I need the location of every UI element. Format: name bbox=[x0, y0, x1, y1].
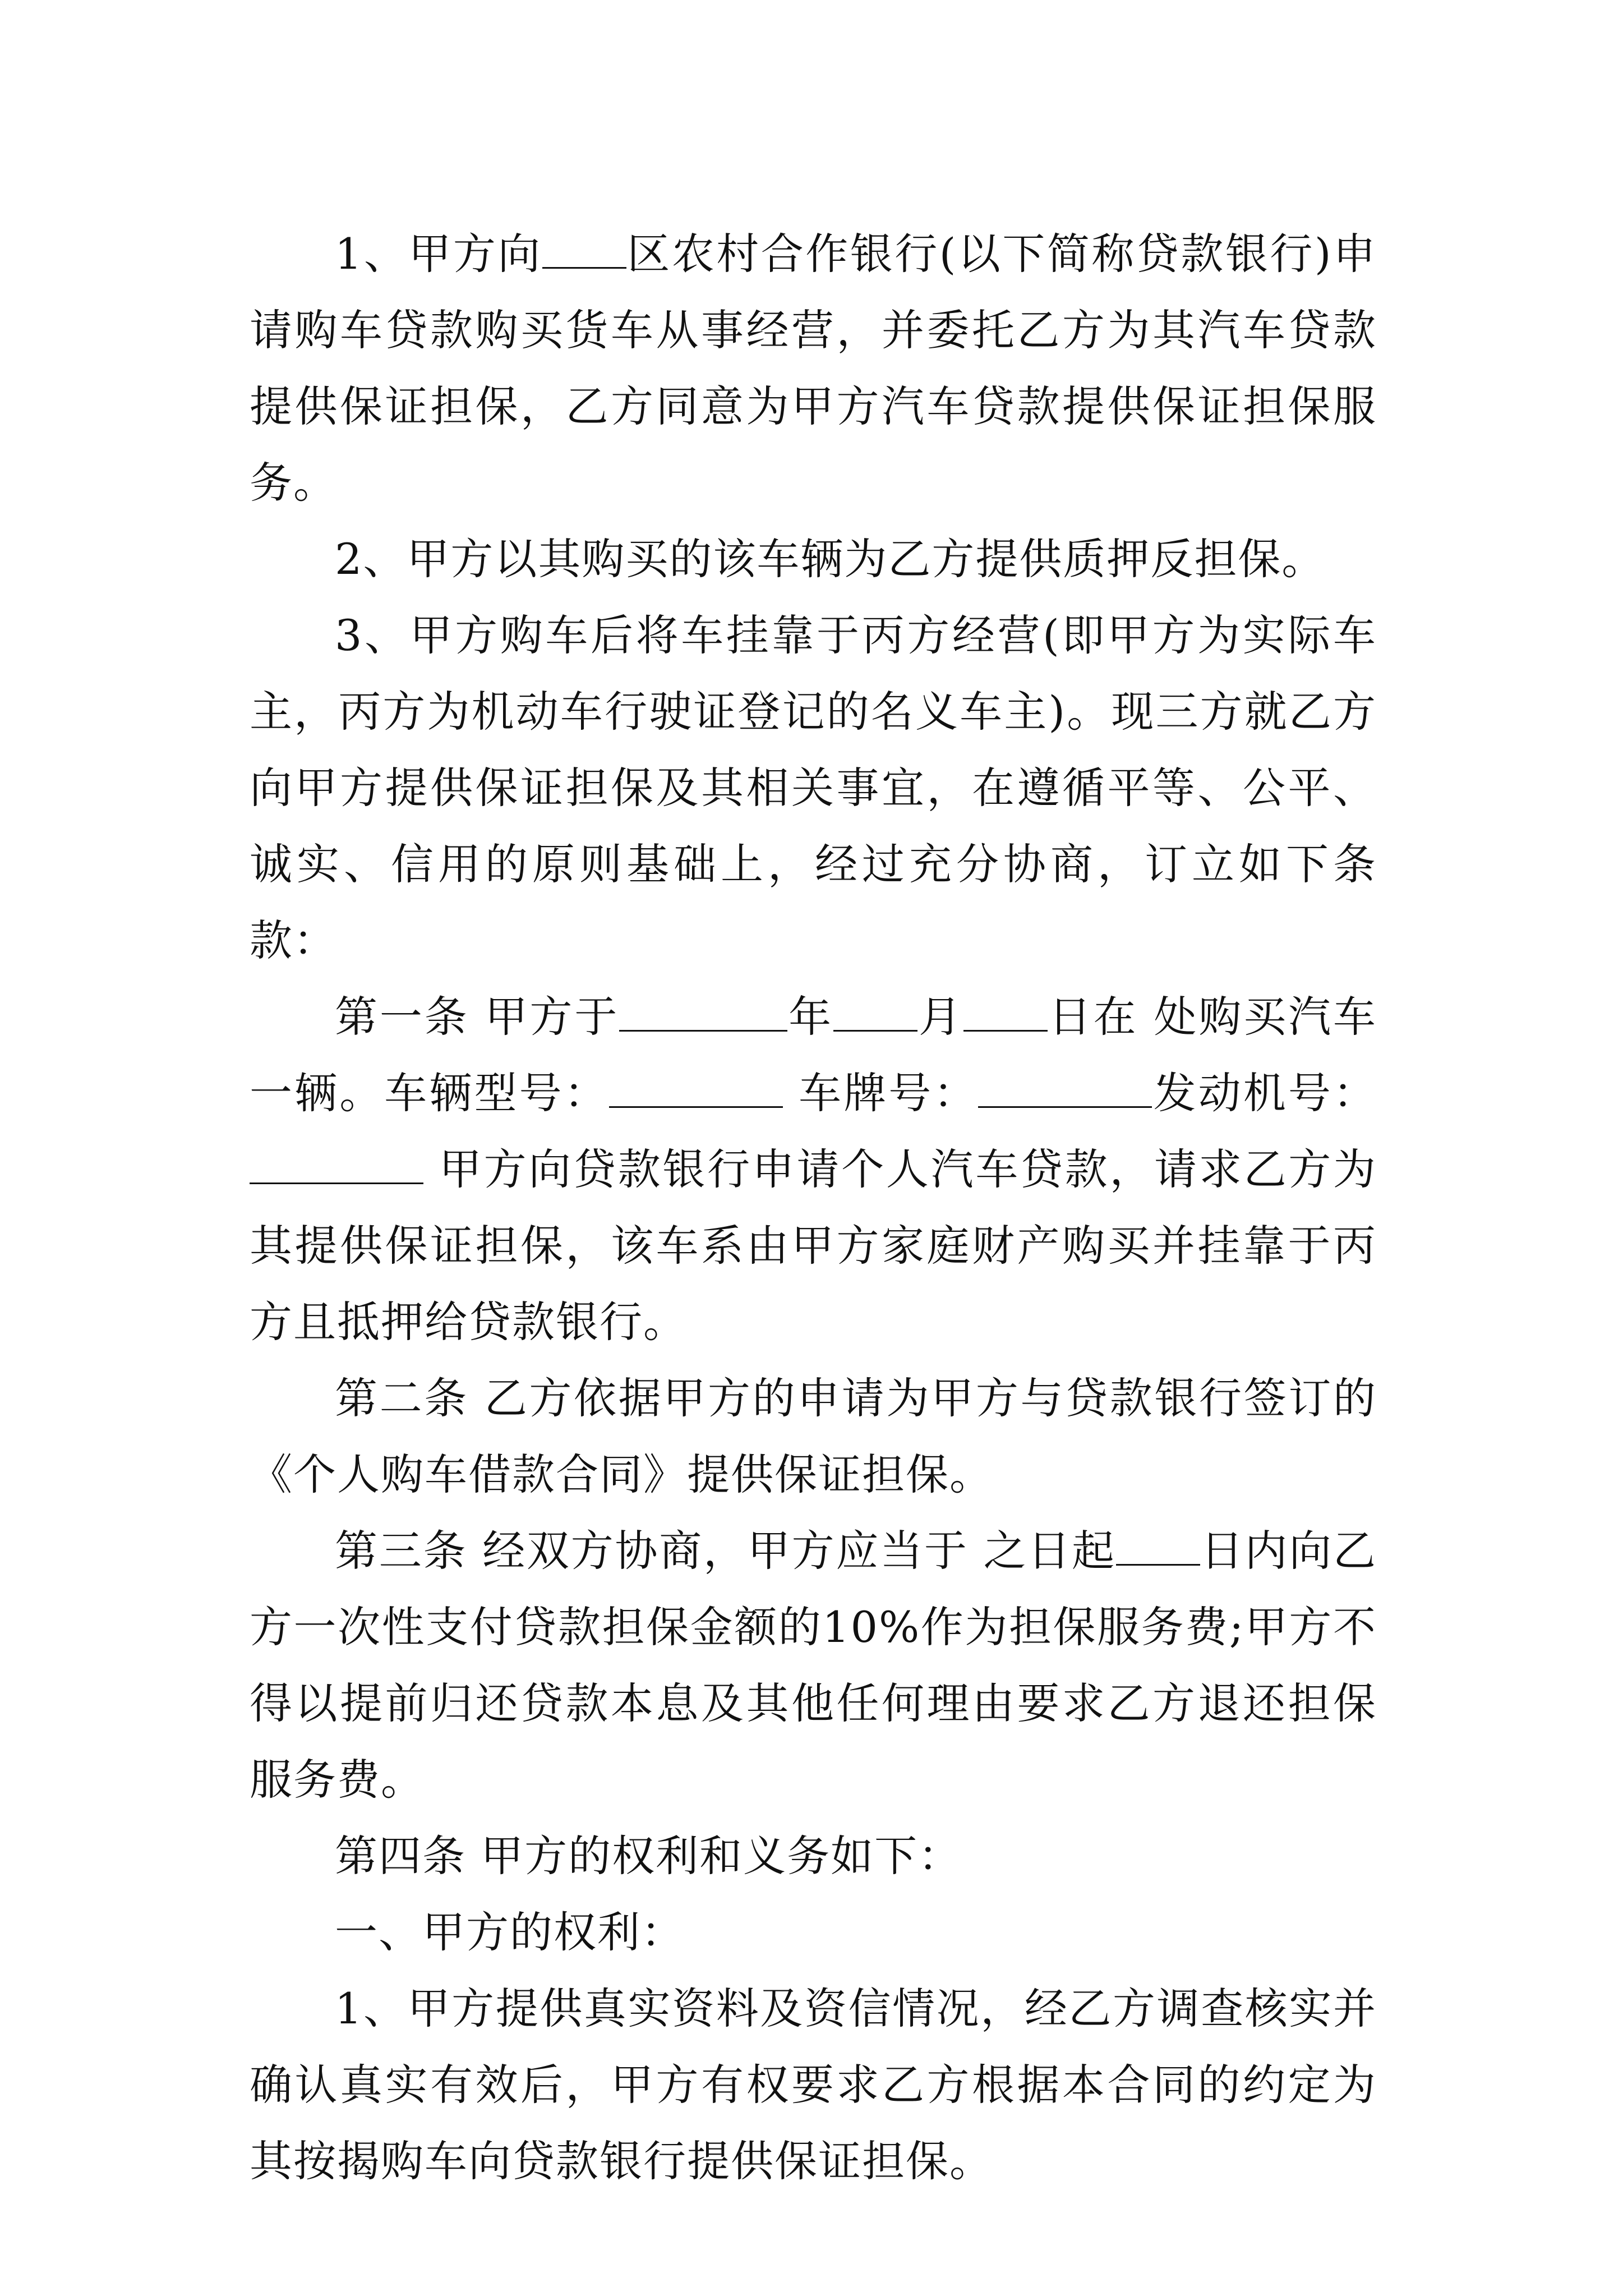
article-3-text-b: 日内向乙方一次性支付贷款担保金额的10%作为担保服务费;甲方不得以提前归还贷款本息及其他任何理由要求乙方退还担保服务费。 bbox=[250, 1526, 1377, 1805]
rights-item-1: 1、甲方提供真实资料及资信情况，经乙方调查核实并确认真实有效后，甲方有权要求乙方根据本合同的约定为其按揭购车向贷款银行提供保证担保。 bbox=[250, 1984, 1377, 2186]
blank-plate-number bbox=[978, 1068, 1152, 1108]
paragraph-1-text-b: 区农村合作银行(以下简称贷款银行)申请购车贷款购买货车从事经营，并委托乙方为其汽车贷款提供保证担保，乙方同意为甲方汽车贷款提供保证担保服务。 bbox=[250, 229, 1377, 508]
article-1-text-e: 车牌号： bbox=[782, 1068, 979, 1118]
article-1-text-year: 年 bbox=[787, 992, 834, 1042]
article-1 bbox=[250, 979, 1377, 1360]
article-2: 第二条 乙方依据甲方的申请为甲方与贷款银行签订的《个人购车借款合同》提供保证担保。 bbox=[250, 1373, 1377, 1499]
blank-year bbox=[619, 992, 787, 1032]
article-4: 第四条 甲方的权利和义务如下： bbox=[335, 1831, 962, 1881]
blank-district bbox=[542, 229, 626, 269]
paragraph-1 bbox=[250, 216, 1377, 521]
article-3-text-a: 第三条 经双方协商，甲方应当于 之日起 bbox=[335, 1526, 1116, 1576]
article-1-text-a: 第一条 甲方于 bbox=[335, 992, 620, 1042]
article-1-text-d: 日在 处购买汽车一辆。车辆型号： bbox=[250, 992, 1377, 1118]
blank-day bbox=[963, 992, 1048, 1032]
paragraph-2: 2、甲方以其购买的该车辆为乙方提供质押反担保。 bbox=[335, 534, 1326, 584]
section-rights-heading: 一、甲方的权利： bbox=[335, 1907, 685, 1957]
blank-engine-number bbox=[250, 1144, 423, 1184]
article-1-text-month: 月 bbox=[917, 992, 963, 1042]
article-3 bbox=[250, 1513, 1377, 1818]
contract-body bbox=[250, 216, 1377, 2200]
blank-vehicle-model bbox=[609, 1068, 783, 1108]
paragraph-3: 3、甲方购车后将车挂靠于丙方经营(即甲方为实际车主，丙方为机动车行驶证登记的名义车主)。现三方就乙方向甲方提供保证担保及其相关事宜，在遵循平等、公平、诚实、信用的原则基础上，经过充分协商，订立如下条款： bbox=[250, 610, 1377, 965]
article-1-text-f: 发动机号： bbox=[1152, 1068, 1377, 1118]
article-1-text-g: 甲方向贷款银行申请个人汽车贷款，请求乙方为其提供保证担保，该车系由甲方家庭财产购买并挂靠于丙方且抵押给贷款银行。 bbox=[250, 1144, 1377, 1347]
blank-month bbox=[833, 992, 917, 1032]
blank-days bbox=[1116, 1526, 1200, 1566]
paragraph-1-text-a: 1、甲方向 bbox=[335, 229, 542, 279]
